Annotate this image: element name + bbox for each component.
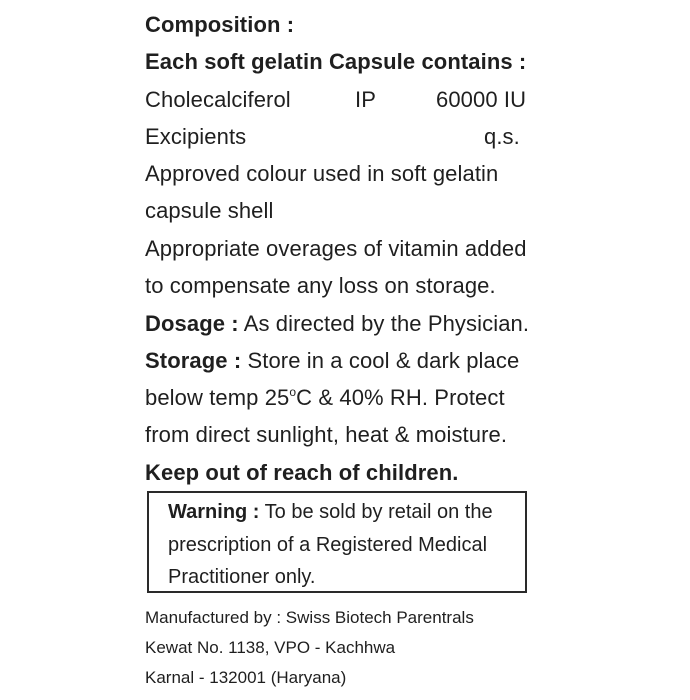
storage-label: Storage : xyxy=(145,348,242,373)
storage-line: from direct sunlight, heat & moisture. xyxy=(145,422,508,447)
storage-text: below temp 25 xyxy=(145,385,290,410)
warning-line: prescription of a Registered Medical xyxy=(168,534,488,556)
ingredient-name: Cholecalciferol xyxy=(145,87,291,112)
composition-heading: Composition : xyxy=(145,12,295,37)
ingredient-standard: IP xyxy=(355,87,376,112)
storage-line xyxy=(145,385,505,411)
colour-note-line: capsule shell xyxy=(145,198,274,223)
capsule-contents-heading: Each soft gelatin Capsule contains : xyxy=(145,49,527,74)
overage-note-line: Appropriate overages of vitamin added xyxy=(145,236,527,261)
dosage-label: Dosage : xyxy=(145,311,239,336)
colour-note-line: Approved colour used in soft gelatin xyxy=(145,161,499,186)
warning-line: Practitioner only. xyxy=(168,566,316,588)
warning-text: To be sold by retail on the xyxy=(264,501,493,523)
manufacturer-address-line: Karnal - 132001 (Haryana) xyxy=(145,668,347,687)
storage-line xyxy=(145,348,519,374)
warning-box xyxy=(147,491,527,593)
manufacturer-address-line: Kewat No. 1138, VPO - Kachhwa xyxy=(145,638,396,657)
dosage-line xyxy=(145,311,529,337)
keep-out-notice: Keep out of reach of children. xyxy=(145,460,459,485)
ingredient-amount: 60000 IU xyxy=(436,87,527,112)
storage-text: Store in a cool & dark place xyxy=(247,348,520,373)
overage-note-line: to compensate any loss on storage. xyxy=(145,273,496,298)
ingredient-amount: q.s. xyxy=(484,124,520,149)
degree-superscript: o xyxy=(289,385,297,399)
storage-text: C & 40% RH. Protect xyxy=(296,385,505,410)
warning-line xyxy=(168,500,493,524)
dosage-text: As directed by the Physician. xyxy=(243,311,530,336)
warning-label: Warning : xyxy=(168,501,260,523)
ingredient-name: Excipients xyxy=(145,124,247,149)
manufacturer-line: Manufactured by : Swiss Biotech Parentrals xyxy=(145,608,474,627)
